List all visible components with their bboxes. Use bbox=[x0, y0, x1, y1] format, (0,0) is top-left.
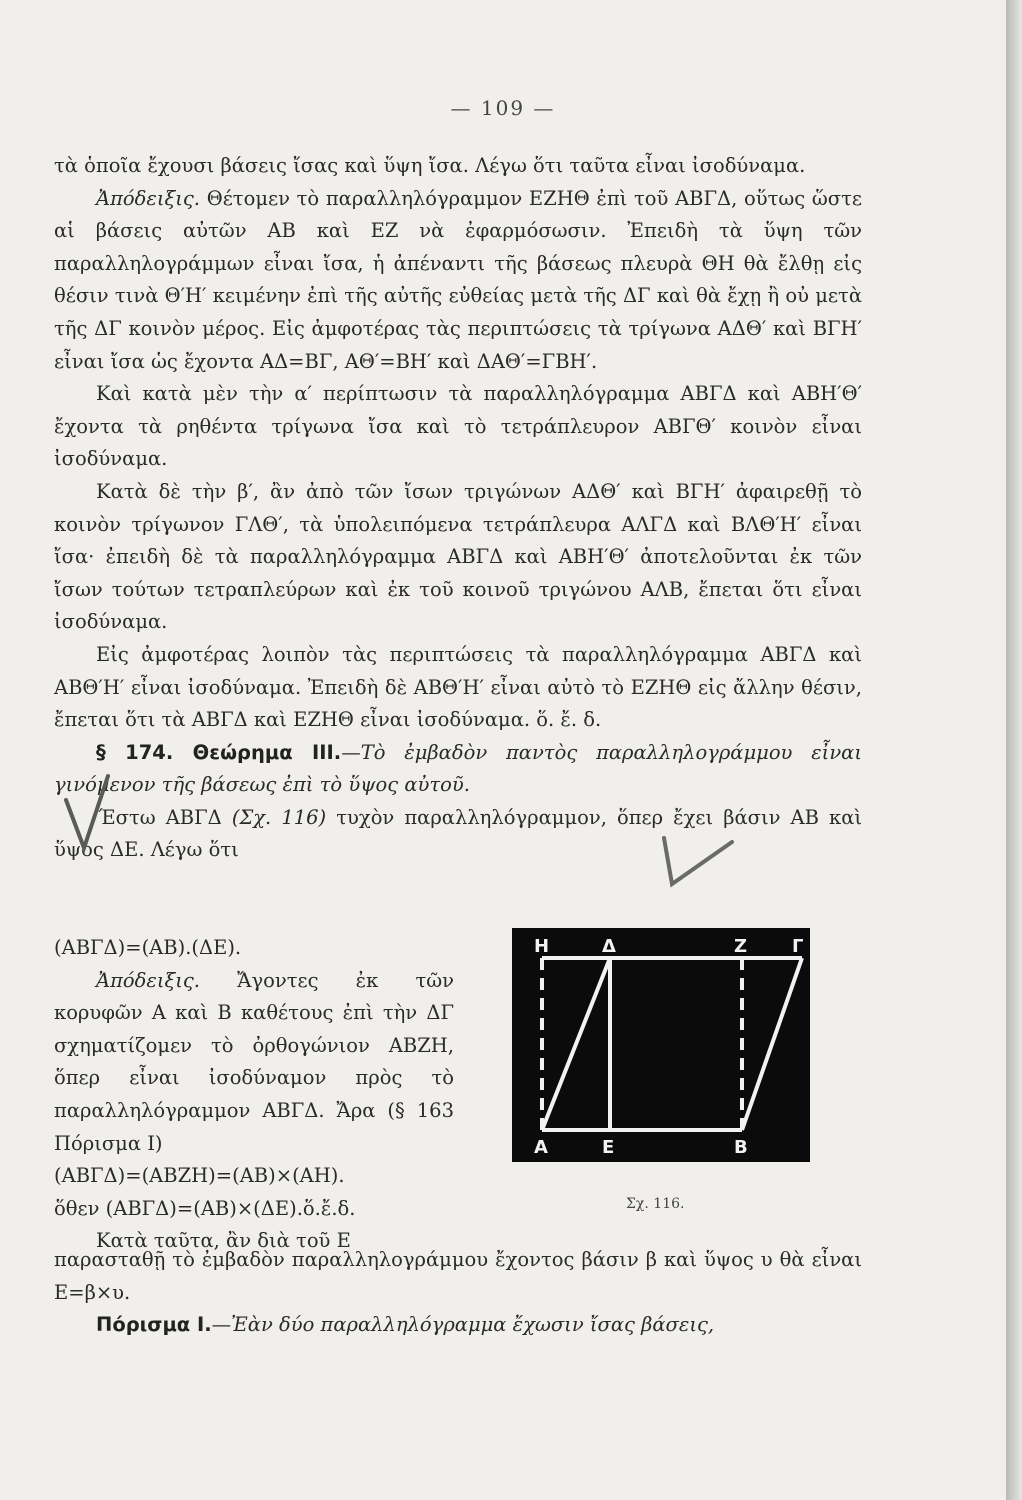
paragraph-1: τὰ ὁποῖα ἔχουσι βάσεις ἴσας καὶ ὕψη ἴσα. Λέγω ὅτι ταῦτα εἶναι ἰσοδύναμα. bbox=[54, 154, 806, 177]
line-BG bbox=[742, 958, 802, 1130]
proof-label-1: Ἀπόδειξις. bbox=[96, 186, 200, 210]
corollary: Πόρισμα I.—Ἐὰν δύο παραλληλόγραμμα ἔχωσιν ἴσας βάσεις, bbox=[96, 1313, 715, 1337]
figure-reference: (Σχ. 116) bbox=[231, 805, 327, 829]
paragraph-2: Ἀπόδειξις. Θέτομεν τὸ παραλληλόγραμμον ΕΖΗΘ ἐπὶ τοῦ ΑΒΓΔ, οὕτως ὥστε αἱ βάσεις αὐτῶν ΑΒ καὶ ΕΖ νὰ ἐφαρμόσωσιν. Ἐπειδὴ τὰ ὕψη τῶν παραλληλογράμμων εἶναι ἴσα, ἡ ἀπέναντι τῆς βάσεως πλευρὰ ΘΗ θὰ ἔλθῃ εἰς θέσιν τινὰ Θ′Η′ κειμένην ἐπὶ τῆς αὐτῆς εὐθείας μετὰ τῆς ΔΓ καὶ θὰ ἔχῃ ἢ οὐ μετὰ τῆς ΔΓ κοινὸν μέρος. Εἰς ἀμφοτέρας τὰς περιπτώσεις τὰ τρίγωνα ΑΔΘ′ καὶ ΒΓΗ′ εἶναι ἴσα ὡς ἔχοντα ΑΔ=ΒΓ, ΑΘ′=ΒΗ′ καὶ ΔΑΘ′=ΓΒΗ′. bbox=[54, 186, 862, 373]
proof-label-2: Ἀπόδειξις. bbox=[96, 968, 200, 992]
page-number: — 109 — bbox=[450, 96, 556, 120]
paragraph-3: Καὶ κατὰ μὲν τὴν α′ περίπτωσιν τὰ παραλληλόγραμμα ΑΒΓΔ καὶ ΑΒΗ′Θ′ ἔχοντα τὰ ρηθέντα τρίγωνα ἴσα καὶ τὸ τετράπλευρον ΑΒΓΘ′ κοινὸν εἶναι ἰσοδύναμα. bbox=[54, 382, 862, 471]
main-text-upper bbox=[54, 150, 862, 867]
formula-3: ὅθεν (ΑΒΓΔ)=(ΑΒ)×(ΔΕ).ὅ.ἔ.δ. bbox=[54, 1196, 356, 1220]
theorem-heading: § 174. Θεώρημα III. bbox=[96, 740, 342, 764]
label-E: Ε bbox=[602, 1137, 615, 1158]
main-text-left-column bbox=[54, 932, 454, 1258]
corollary-statement: Ἐὰν δύο παραλληλόγραμμα ἔχωσιν ἴσας βάσεις, bbox=[231, 1313, 715, 1337]
line-AD bbox=[542, 958, 610, 1130]
figure-116 bbox=[512, 928, 810, 1162]
label-H: Η bbox=[534, 936, 550, 957]
label-D: Δ bbox=[602, 936, 616, 957]
paragraph-4: Κατὰ δὲ τὴν β′, ἂν ἀπὸ τῶν ἴσων τριγώνων ΑΔΘ′ καὶ ΒΓΗ′ ἀφαιρεθῇ τὸ κοινὸν τρίγωνον ΓΛΘ′, τὰ ὑπολειπόμενα τετράπλευρα ΑΛΓΔ καὶ ΒΛΘ′Η′ εἶναι ἴσα· ἐπειδὴ δὲ τὰ παραλληλόγραμμα ΑΒΓΔ καὶ ΑΒΗ′Θ′ ἀποτελοῦνται ἐκ τῶν ἴσων τούτων τετραπλεύρων καὶ ἐκ τοῦ κοινοῦ τριγώνου ΑΛΒ, ἔπεται ὅτι εἶναι ἰσοδύναμα. bbox=[54, 479, 862, 634]
page-edge bbox=[1006, 0, 1022, 1500]
label-Z: Ζ bbox=[734, 936, 748, 957]
theorem-statement: Τὸ ἐμβαδὸν παντὸς παραλληλογράμμου εἶναι γινόμενον τῆς βάσεως ἐπὶ τὸ ὕψος αὐτοῦ. bbox=[54, 740, 862, 797]
proof-paragraph: Ἀπόδειξις. Ἄγοντες ἐκ τῶν κορυφῶν Α καὶ Β καθέτους ἐπὶ τὴν ΔΓ σχηματίζομεν τὸ ὀρθογώνιον ΑΒΖΗ, ὅπερ εἶναι ἰσοδύναμον πρὸς τὸ παραλληλόγραμμον ΑΒΓΔ. Ἄρα (§ 163 Πόρισμα I) bbox=[54, 968, 455, 1155]
paragraph-6: Ἔστω ΑΒΓΔ (Σχ. 116) τυχὸν παραλληλόγραμμον, ὅπερ ἔχει βάσιν ΑΒ καὶ ὕψος ΔΕ. Λέγω ὅτι bbox=[54, 805, 863, 862]
formula-1: (ΑΒΓΔ)=(ΑΒ).(ΔΕ). bbox=[54, 936, 242, 959]
label-G: Γ bbox=[792, 936, 804, 957]
parallelogram-diagram bbox=[512, 928, 810, 1162]
paragraph-7-rest: παρασταθῇ τὸ ἐμβαδὸν παραλληλογράμμου ἔχοντος βάσιν β καὶ ὕψος υ θὰ εἶναι Ε=β×υ. bbox=[54, 1248, 862, 1304]
main-text-lower bbox=[54, 1244, 862, 1342]
figure-caption: Σχ. 116. bbox=[626, 1196, 685, 1212]
label-B: Β bbox=[734, 1137, 748, 1158]
label-A: Α bbox=[534, 1137, 548, 1158]
corollary-heading: Πόρισμα I. bbox=[96, 1313, 212, 1337]
paragraph-5: Εἰς ἀμφοτέρας λοιπὸν τὰς περιπτώσεις τὰ παραλληλόγραμμα ΑΒΓΔ καὶ ΑΒΘ′Η′ εἶναι ἰσοδύναμα. Ἐπειδὴ δὲ ΑΒΘ′Η′ εἶναι αὐτὸ τὸ ΕΖΗΘ εἰς ἄλλην θέσιν, ἔπεται ὅτι τὰ ΑΒΓΔ καὶ ΕΖΗΘ εἶναι ἰσοδύναμα. ὅ. ἔ. δ. bbox=[54, 642, 862, 732]
formula-2: (ΑΒΓΔ)=(ΑΒΖΗ)=(ΑΒ)×(ΑΗ). bbox=[54, 1164, 345, 1188]
theorem: § 174. Θεώρημα III.—Τὸ ἐμβαδὸν παντὸς παραλληλογράμμου εἶναι γινόμενον τῆς βάσεως ἐπὶ τὸ ὕψος αὐτοῦ. bbox=[54, 740, 862, 797]
paragraph-7-start: Κατὰ ταῦτα, ἂν διὰ τοῦ Ε bbox=[96, 1229, 351, 1253]
